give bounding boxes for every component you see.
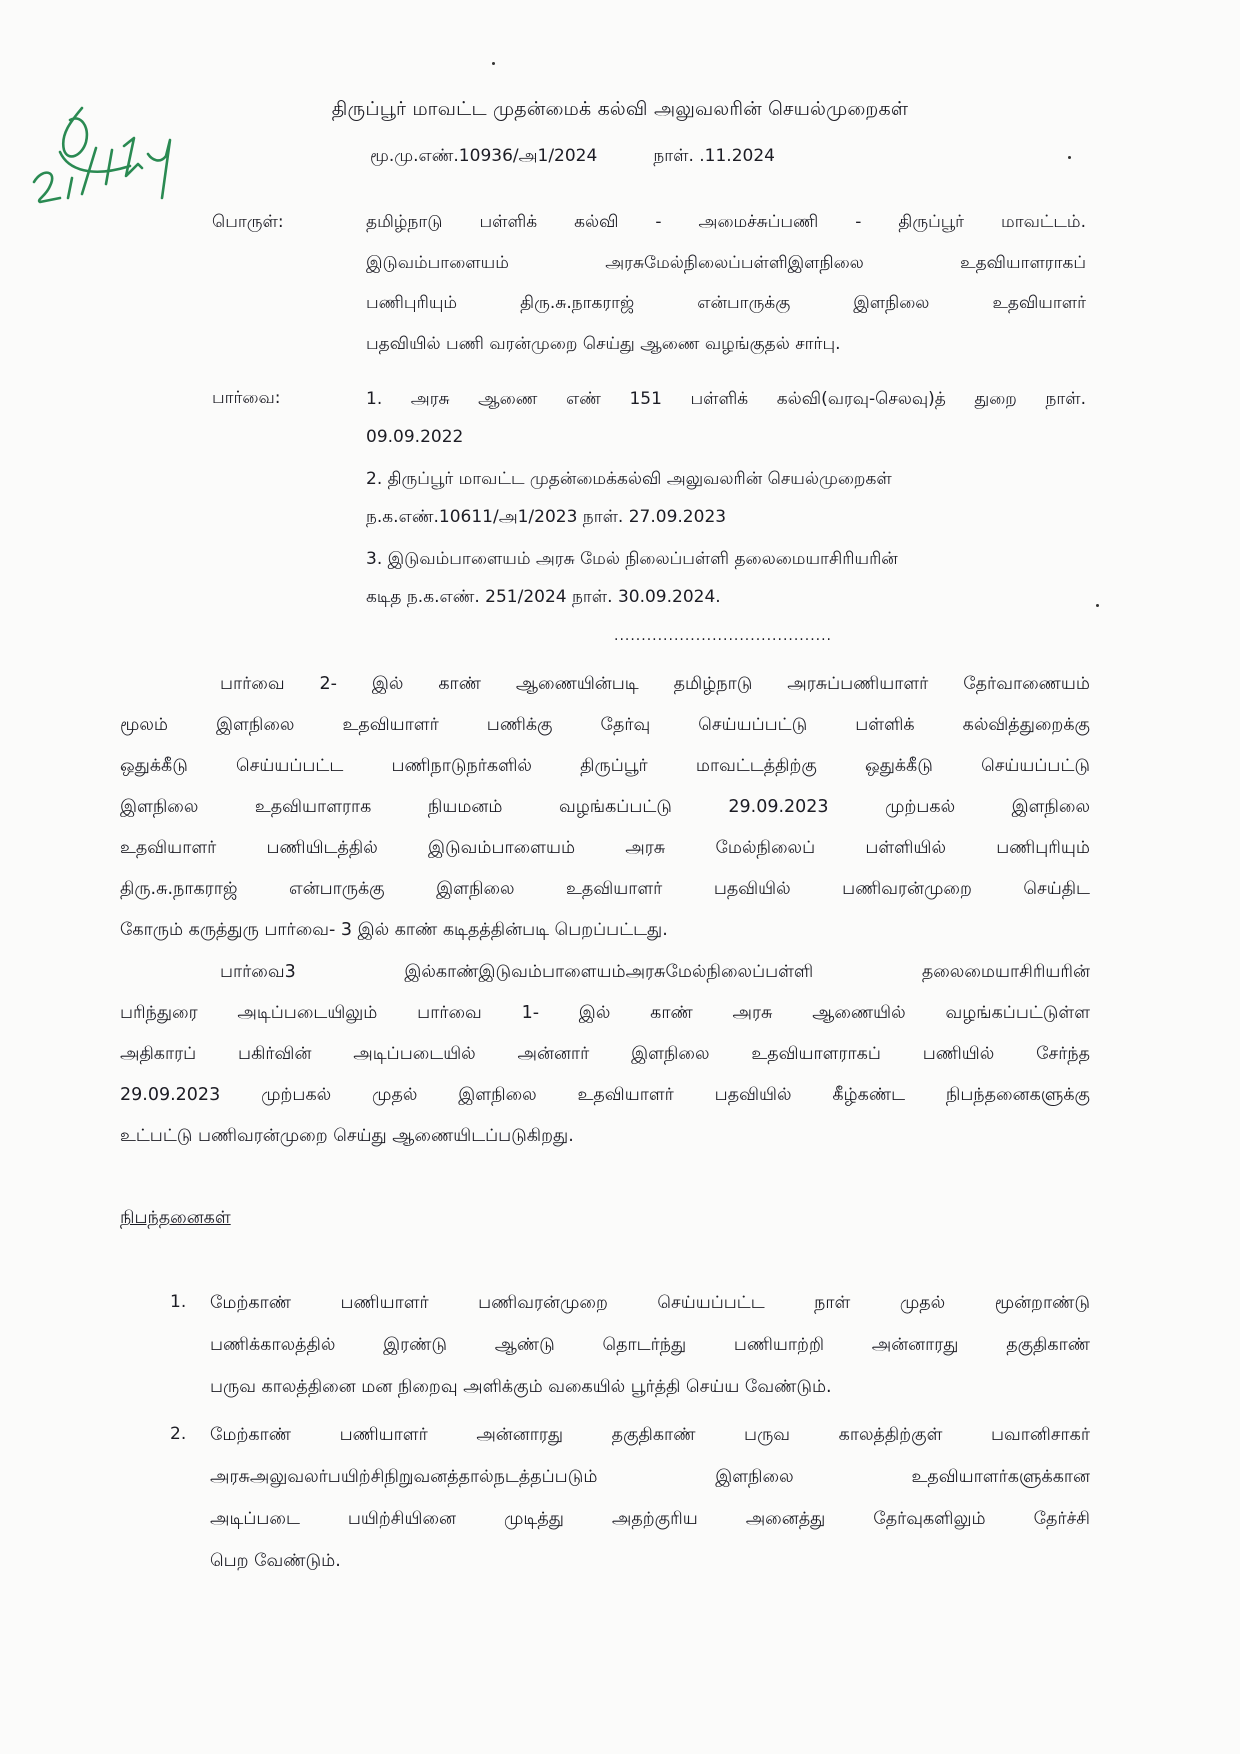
body-paragraph-1 xyxy=(120,664,1090,951)
condition-item xyxy=(210,1414,1090,1582)
paragraph-line: இளநிலை உதவியாளராக நியமனம் வழங்கப்பட்டு 29.09.2023 முற்பகல் இளநிலை xyxy=(120,797,1090,817)
conditions-heading: நிபந்தனைகள் xyxy=(120,1208,231,1228)
paragraph-line: பார்வை3 இல்காண்இடுவம்பாளையம்அரசுமேல்நிலைப்பள்ளி தலைமையாசிரியரின் xyxy=(220,962,1090,982)
paragraph-line: கோரும் கருத்துரு பார்வை- 3 இல் காண் கடிதத்தின்படி பெறப்பட்டது. xyxy=(120,920,668,940)
paragraph-line: மூலம் இளநிலை உதவியாளர் பணிக்கு தேர்வு செய்யப்பட்டு பள்ளிக் கல்வித்துறைக்கு xyxy=(120,715,1090,735)
paragraph-line: பரிந்துரை அடிப்படையிலும் பார்வை 1- இல் காண் அரசு ஆணையில் வழங்கப்பட்டுள்ள xyxy=(120,1003,1090,1023)
reference-item: 1. அரசு ஆணை எண் 151 பள்ளிக் கல்வி(வரவு-செலவு)த் துறை நாள். xyxy=(366,389,1086,409)
condition-line: பருவ காலத்தினை மன நிறைவு அளிக்கும் வகையில் பூர்த்தி செய்ய வேண்டும். xyxy=(210,1377,832,1397)
subject-line: இடுவம்பாளையம் அரசுமேல்நிலைப்பள்ளிஇளநிலை உதவியாளராகப் xyxy=(366,252,1086,273)
condition-line: பெற வேண்டும். xyxy=(210,1551,341,1571)
scan-speck xyxy=(492,62,495,65)
subject-line: பணிபுரியும் திரு.சு.நாகராஜ் என்பாருக்கு இளநிலை உதவியாளர் xyxy=(366,293,1086,313)
condition-line: மேற்காண் பணியாளர் பணிவரன்முறை செய்யப்பட்ட நாள் முதல் மூன்றாண்டு xyxy=(210,1293,1090,1313)
condition-item xyxy=(210,1282,1090,1408)
reference-item: ந.க.எண்.10611/அ1/2023 நாள். 27.09.2023 xyxy=(366,507,727,527)
paragraph-line: உட்பட்டு பணிவரன்முறை செய்து ஆணையிடப்படுகிறது. xyxy=(120,1126,574,1146)
reference-item: 09.09.2022 xyxy=(366,427,464,447)
condition-number: 1. xyxy=(170,1292,187,1312)
reference-item: 2. திருப்பூர் மாவட்ட முதன்மைக்கல்வி அலுவலரின் செயல்முறைகள் xyxy=(366,469,892,489)
scan-speck xyxy=(1068,156,1071,159)
condition-line: மேற்காண் பணியாளர் அன்னாரது தகுதிகாண் பருவ காலத்திற்குள் பவானிசாகர் xyxy=(210,1425,1090,1445)
paragraph-line: உதவியாளர் பணியிடத்தில் இடுவம்பாளையம் அரசு மேல்நிலைப் பள்ளியில் பணிபுரியும் xyxy=(120,838,1090,858)
reference-item: கடித ந.க.எண். 251/2024 நாள். 30.09.2024. xyxy=(366,587,721,607)
condition-line: பணிக்காலத்தில் இரண்டு ஆண்டு தொடர்ந்து பணியாற்றி அன்னாரது தகுதிகாண் xyxy=(210,1335,1090,1355)
subject-line: தமிழ்நாடு பள்ளிக் கல்வி - அமைச்சுப்பணி - திருப்பூர் மாவட்டம். xyxy=(366,212,1086,232)
paragraph-line: பார்வை 2- இல் காண் ஆணையின்படி தமிழ்நாடு அரசுப்பணியாளர் தேர்வாணையம் xyxy=(220,674,1090,694)
reference-number: மூ.மு.எண்.10936/அ1/2024 xyxy=(370,146,598,166)
reference-date: நாள். .11.2024 xyxy=(653,146,775,166)
reference-line xyxy=(370,146,775,168)
paragraph-line: அதிகாரப் பகிர்வின் அடிப்படையில் அன்னார் இளநிலை உதவியாளராகப் பணியில் சேர்ந்த xyxy=(120,1044,1090,1064)
paragraph-line: 29.09.2023 முற்பகல் முதல் இளநிலை உதவியாளர் பதவியில் கீழ்கண்ட நிபந்தனைகளுக்கு xyxy=(120,1085,1090,1105)
separator: ........................................ xyxy=(614,628,833,644)
references-label: பார்வை: xyxy=(212,388,281,408)
subject-line: பதவியில் பணி வரன்முறை செய்து ஆணை வழங்குதல் சார்பு. xyxy=(366,333,841,354)
condition-number: 2. xyxy=(170,1424,187,1444)
scan-speck xyxy=(1096,604,1099,607)
paragraph-line: ஒதுக்கீடு செய்யப்பட்ட பணிநாடுநர்களில் திருப்பூர் மாவட்டத்திற்கு ஒதுக்கீடு செய்யப்பட்டு xyxy=(120,756,1090,776)
page-title: திருப்பூர் மாவட்ட முதன்மைக் கல்வி அலுவலரின் செயல்முறைகள் xyxy=(331,98,909,120)
body-paragraph-2 xyxy=(120,952,1090,1157)
references-list xyxy=(366,380,1086,616)
paragraph-line: திரு.சு.நாகராஜ் என்பாருக்கு இளநிலை உதவியாளர் பதவியில் பணிவரன்முறை செய்திட xyxy=(120,879,1090,899)
condition-line: அடிப்படை பயிற்சியினை முடித்து அதற்குரிய அனைத்து தேர்வுகளிலும் தேர்ச்சி xyxy=(210,1509,1090,1529)
subject-label: பொருள்: xyxy=(212,212,284,232)
condition-line: அரசுஅலுவலர்பயிற்சிநிறுவனத்தால்நடத்தப்படும் இளநிலை உதவியாளர்களுக்கான xyxy=(210,1467,1090,1487)
reference-item: 3. இடுவம்பாளையம் அரசு மேல் நிலைப்பள்ளி தலைமையாசிரியரின் xyxy=(366,549,898,569)
subject-text xyxy=(366,202,1086,364)
